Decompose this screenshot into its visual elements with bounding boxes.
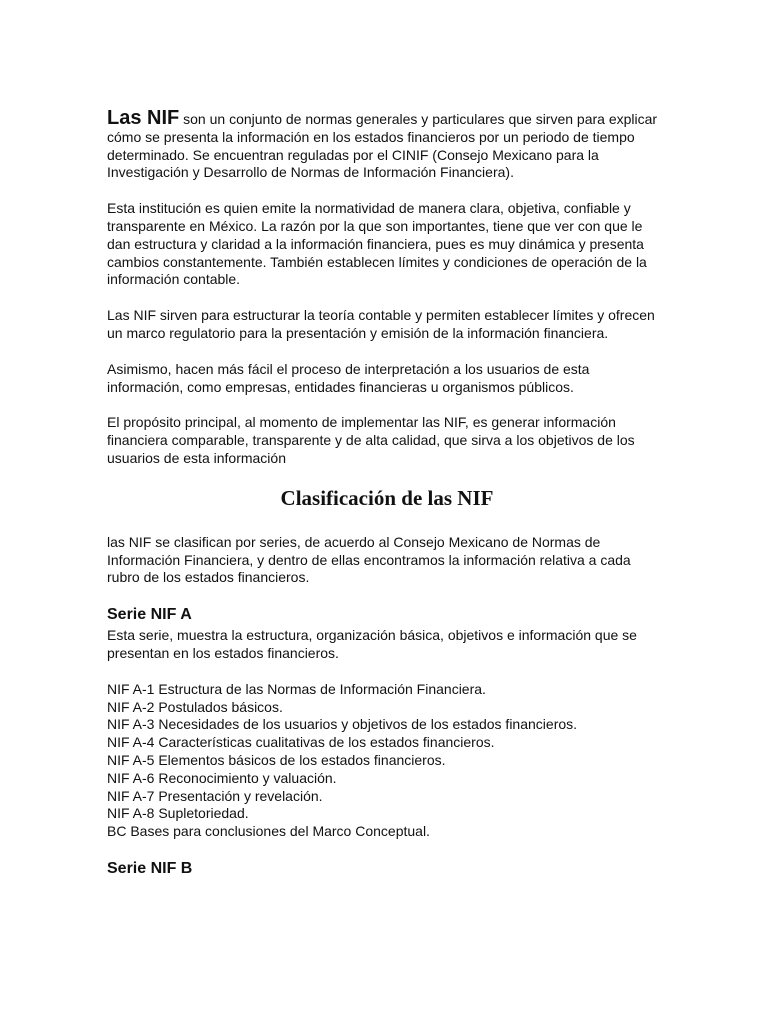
list-item: NIF A-7 Presentación y revelación. [107,787,323,804]
paragraph-proposito: El propósito principal, al momento de implementar las NIF, es generar información financiera comparable, transparente y de alta calidad, que sirva a los objetivos de los usuarios de esta información [107,414,635,466]
section-title: Clasificación de las NIF [280,485,494,510]
list-item: NIF A-5 Elementos básicos de los estados financieros. [107,751,446,768]
list-item: NIF A-6 Reconocimiento y valuación. [107,769,337,786]
intro-paragraph [107,107,667,182]
list-item: BC Bases para conclusiones del Marco Conceptual. [107,823,430,840]
serie-a-description: Esta serie, muestra la estructura, organización básica, objetivos e información que se presentan en los estados financieros. [107,627,637,661]
serie-b-heading: Serie NIF B [107,859,193,877]
document-page [107,107,667,881]
serie-a-list [107,681,667,841]
list-item: NIF A-3 Necesidades de los usuarios y objetivos de los estados financieros. [107,716,578,733]
paragraph-interpretacion: Asimismo, hacen más fácil el proceso de interpretación a los usuarios de esta información, como empresas, entidades financieras u organismos públicos. [107,360,590,395]
paragraph-institucion: Esta institución es quien emite la normatividad de manera clara, objetiva, confiable y transparente en México. La razón por la que son importantes, tiene que ver con que le dan estructura y claridad a la información financiera, pues es muy dinámica y presenta cambios constantemente. También establecen límites y condiciones de operación de la información contable. [107,200,647,288]
classification-paragraph: las NIF se clasifican por series, de acuerdo al Consejo Mexicano de Normas de Información Financiera, y dentro de ellas encontramos la información relativa a cada rubro de los estados financieros. [107,533,631,586]
list-item: NIF A-2 Postulados básicos. [107,698,283,715]
lead-term: Las NIF [107,107,180,129]
paragraph-estructura: Las NIF sirven para estructurar la teoría contable y permiten establecer límites y ofrecen un marco regulatorio para la presentación y emisión de la información financiera. [107,307,655,341]
list-item: NIF A-4 Características cualitativas de los estados financieros. [107,734,495,751]
intro-text: son un conjunto de normas generales y particulares que sirven para explicar cómo se presenta la información en los estados financieros por un periodo de tiempo determinado. Se encuentran reguladas por el CINIF (Consejo Mexicano para la Investigación y Desarrollo de Normas de Información Financiera). [107,111,658,181]
list-item: NIF A-1 Estructura de las Normas de Información Financiera. [107,680,486,697]
list-item: NIF A-8 Supletoriedad. [107,805,249,822]
serie-a-heading: Serie NIF A [107,606,192,624]
